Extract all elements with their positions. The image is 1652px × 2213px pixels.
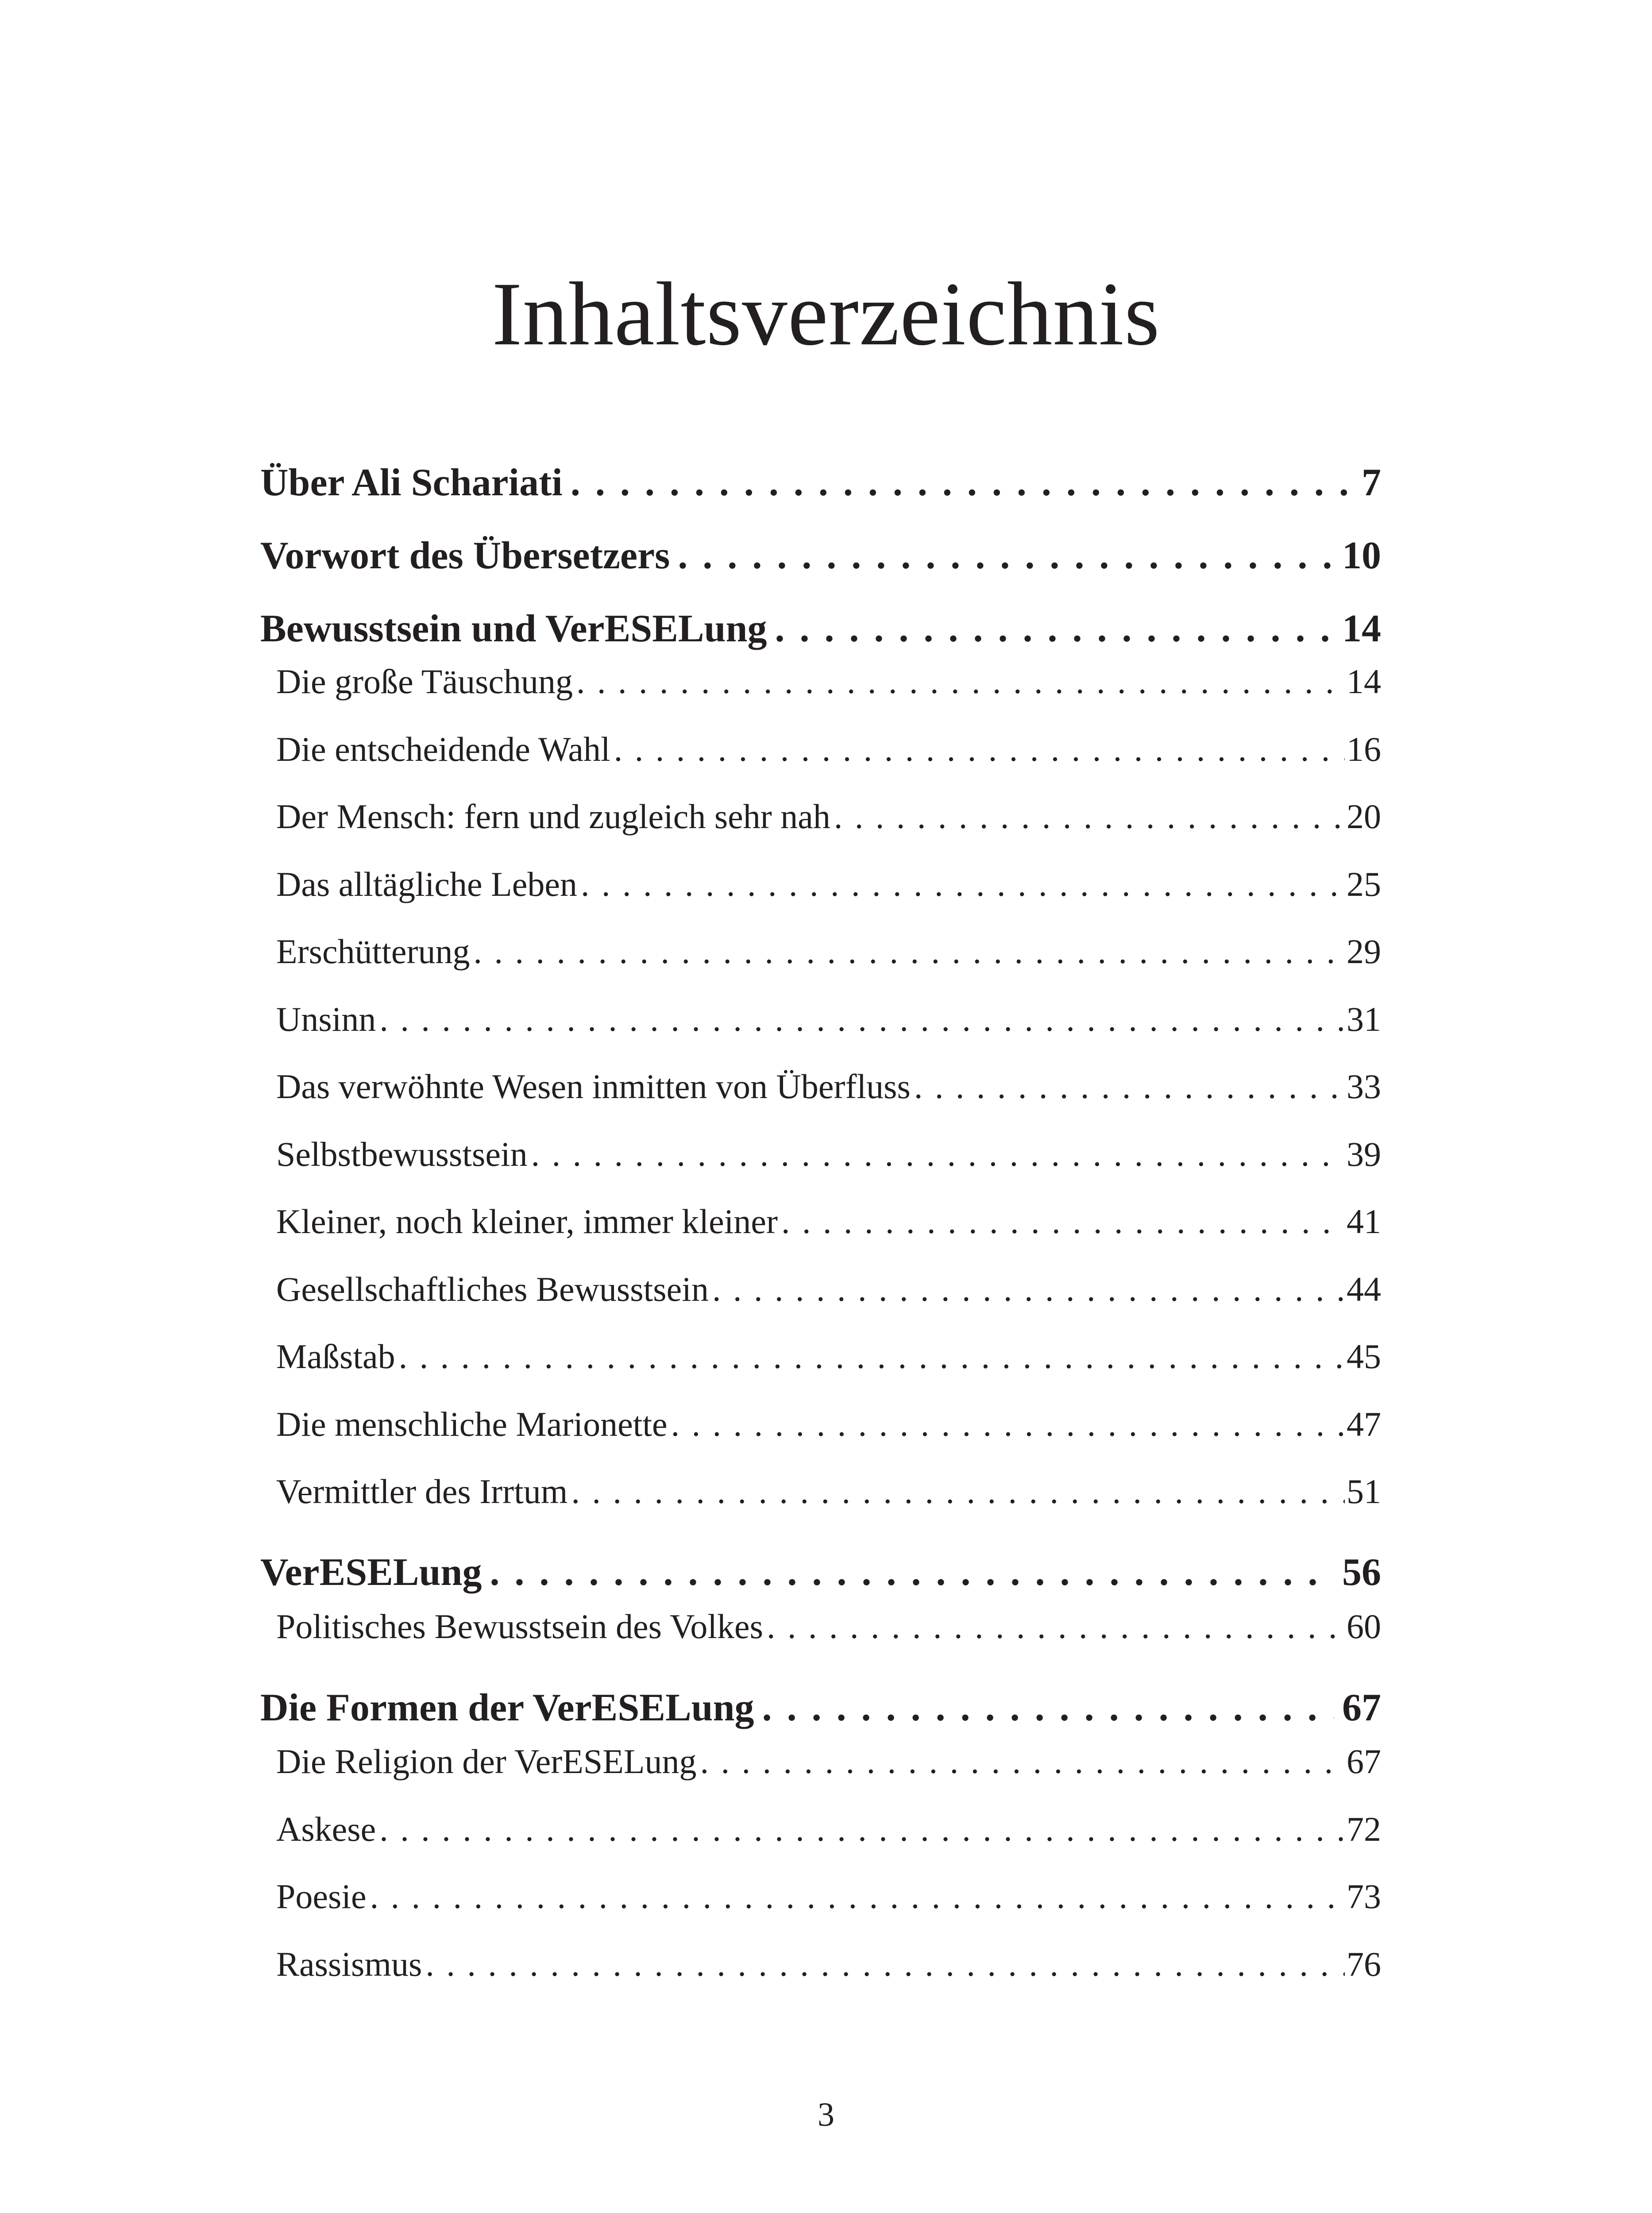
dot-leader (576, 662, 1345, 702)
toc-entry-label: Unsinn (276, 1000, 376, 1038)
toc-entry-label: VerESELung (260, 1551, 482, 1594)
toc-entry-page: 60 (1347, 1607, 1381, 1646)
dot-leader (712, 1269, 1345, 1309)
toc-entry (260, 729, 1381, 783)
toc-entry-label: Kleiner, noch kleiner, immer kleiner (276, 1202, 778, 1241)
toc-entry-page: 47 (1347, 1405, 1381, 1443)
toc-entry (260, 662, 1381, 715)
dot-leader (762, 1685, 1334, 1730)
toc-entry-page: 73 (1347, 1877, 1381, 1916)
dot-leader (914, 1067, 1345, 1106)
dot-leader (531, 1134, 1345, 1174)
toc-entry-page: 45 (1347, 1337, 1381, 1376)
toc-entry (260, 1607, 1381, 1660)
toc-entry (260, 1550, 1381, 1608)
toc-entry-label: Vermittler des Irrtum (276, 1472, 568, 1511)
toc-entry (260, 864, 1381, 918)
toc-entry-page: 67 (1347, 1742, 1381, 1781)
toc-entry (260, 1337, 1381, 1390)
toc-entry (260, 1067, 1381, 1120)
dot-leader (775, 606, 1334, 651)
toc-entry-label: Vorwort des Übersetzers (260, 534, 670, 577)
toc-entry (260, 1472, 1381, 1525)
toc-entry-page: 33 (1347, 1067, 1381, 1106)
toc-entry-label: Selbstbewusstsein (276, 1135, 528, 1173)
dot-leader (490, 1550, 1335, 1595)
toc-entry (260, 797, 1381, 850)
toc-entry-page: 25 (1347, 865, 1381, 903)
dot-leader (767, 1607, 1345, 1646)
toc-entry (260, 1269, 1381, 1322)
dot-leader (678, 533, 1334, 578)
toc-entry-page: 14 (1347, 662, 1381, 701)
dot-leader (571, 1472, 1345, 1511)
toc-entry (260, 1134, 1381, 1187)
toc-entry-label: Bewusstsein und VerESELung (260, 607, 767, 650)
dot-leader (781, 1202, 1345, 1241)
toc-entry-page: 67 (1342, 1686, 1381, 1729)
toc-entry (260, 999, 1381, 1053)
toc-entry-label: Maßstab (276, 1337, 395, 1376)
toc-entry (260, 533, 1381, 591)
toc-entry-label: Das alltägliche Leben (276, 865, 578, 903)
dot-leader (571, 460, 1354, 505)
toc-entry-label: Der Mensch: fern und zugleich sehr nah (276, 797, 830, 836)
toc-entry-page: 16 (1347, 730, 1381, 768)
toc-entry-label: Askese (276, 1810, 376, 1848)
toc-entry-page: 39 (1347, 1135, 1381, 1173)
toc-entry-label: Gesellschaftliches Bewusstsein (276, 1270, 709, 1308)
toc-entry-label: Poesie (276, 1877, 367, 1916)
dot-leader (379, 1809, 1345, 1849)
toc-entry-page: 41 (1347, 1202, 1381, 1241)
toc-entry-page: 76 (1347, 1945, 1381, 1983)
toc-entry (260, 460, 1381, 518)
toc-entry (260, 1809, 1381, 1862)
toc-entry-page: 29 (1347, 932, 1381, 971)
toc-entry (260, 1877, 1381, 1930)
toc-entry-page: 10 (1342, 534, 1381, 577)
toc-entry (260, 1202, 1381, 1255)
toc-entry-label: Erschütterung (276, 932, 470, 971)
toc-entry-page: 14 (1342, 607, 1381, 650)
page-title: Inhaltsverzeichnis (492, 264, 1160, 364)
dot-leader (370, 1877, 1345, 1916)
dot-leader (399, 1337, 1345, 1376)
toc-entry (260, 1944, 1381, 1997)
dot-leader (700, 1742, 1345, 1781)
toc-entry-page: 51 (1347, 1472, 1381, 1511)
toc-entry-page: 56 (1342, 1551, 1381, 1594)
toc-entry-label: Politisches Bewusstsein des Volkes (276, 1607, 763, 1646)
toc-entry-label: Die Formen der VerESELung (260, 1686, 754, 1729)
dot-leader (425, 1944, 1345, 1984)
toc-entry-page: 20 (1347, 797, 1381, 836)
dot-leader (614, 729, 1345, 769)
toc-entry (260, 1404, 1381, 1457)
toc-entry-label: Über Ali Schariati (260, 461, 563, 504)
toc-entry-page: 7 (1362, 461, 1381, 504)
toc-entry-label: Rassismus (276, 1945, 422, 1983)
page-number: 3 (818, 2096, 834, 2133)
toc-entry-label: Die menschliche Marionette (276, 1405, 668, 1443)
toc-entry (260, 606, 1381, 664)
toc-entry (260, 932, 1381, 985)
dot-leader (379, 999, 1345, 1039)
toc-entry (260, 1685, 1381, 1743)
toc-entry-page: 44 (1347, 1270, 1381, 1308)
toc-entry-page: 72 (1347, 1810, 1381, 1848)
toc-entry-label: Die Religion der VerESELung (276, 1742, 697, 1781)
toc-entry-label: Das verwöhnte Wesen inmitten von Überfluss (276, 1067, 911, 1106)
toc-entry (260, 1742, 1381, 1795)
dot-leader (581, 864, 1345, 904)
toc-entry-label: Die entscheidende Wahl (276, 730, 610, 768)
dot-leader (671, 1404, 1345, 1444)
dot-leader (474, 932, 1345, 972)
toc-entry-label: Die große Täuschung (276, 662, 573, 701)
toc-entry-page: 31 (1347, 1000, 1381, 1038)
dot-leader (834, 797, 1345, 837)
